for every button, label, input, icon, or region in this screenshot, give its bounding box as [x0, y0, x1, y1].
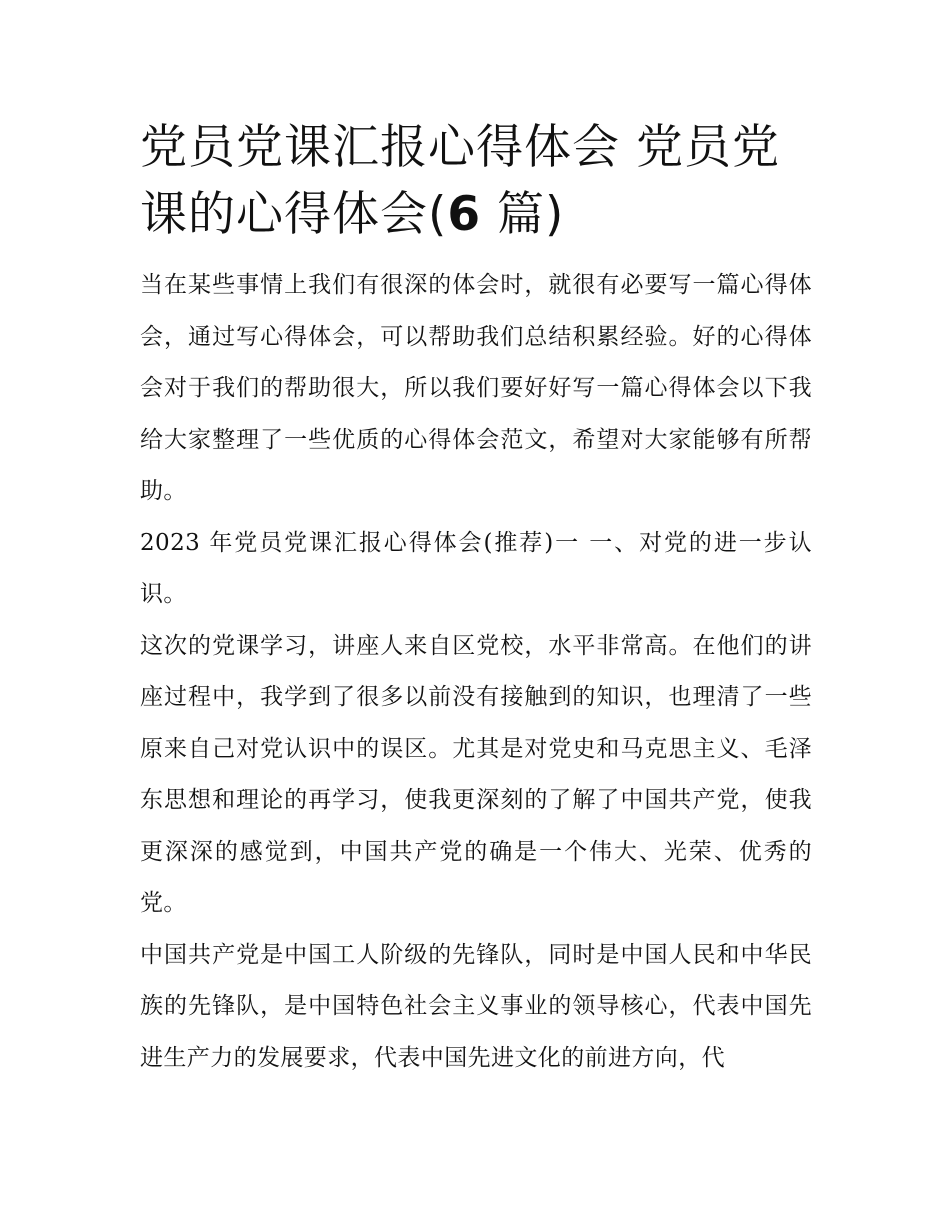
body-paragraph: 这次的党课学习，讲座人来自区党校，水平非常高。在他们的讲座过程中，我学到了很多以前没有接触到的知识，也理清了一些原来自己对党认识中的误区。尤其是对党史和马克思主义、毛泽东思想和理论的再学习，使我更深刻的了解了中国共产党，使我更深深的感觉到，中国共产党的确是一个伟大、光荣、优秀的党。	[140, 632, 812, 916]
document-body	[140, 260, 812, 1084]
section-heading-paragraph: 2023 年党员党课汇报心得体会(推荐)一 一、对党的进一步认识。	[140, 529, 812, 607]
title-count: 6	[447, 187, 482, 242]
document-page	[140, 0, 812, 1084]
title-tail: 篇)	[481, 187, 565, 242]
intro-paragraph: 当在某些事情上我们有很深的体会时，就很有必要写一篇心得体会，通过写心得体会，可以帮助我们总结积累经验。好的心得体会对于我们的帮助很大，所以我们要好好写一篇心得体会以下我给大家整理了一些优质的心得体会范文，希望对大家能够有所帮助。	[140, 272, 812, 504]
document-title	[140, 0, 812, 248]
body-paragraph: 中国共产党是中国工人阶级的先锋队，同时是中国人民和中华民族的先锋队，是中国特色社会主义事业的领导核心，代表中国先进生产力的发展要求，代表中国先进文化的前进方向，代	[140, 941, 812, 1071]
title-main: 党员党课汇报心得体会 党员党课的心得体会(	[140, 120, 780, 242]
